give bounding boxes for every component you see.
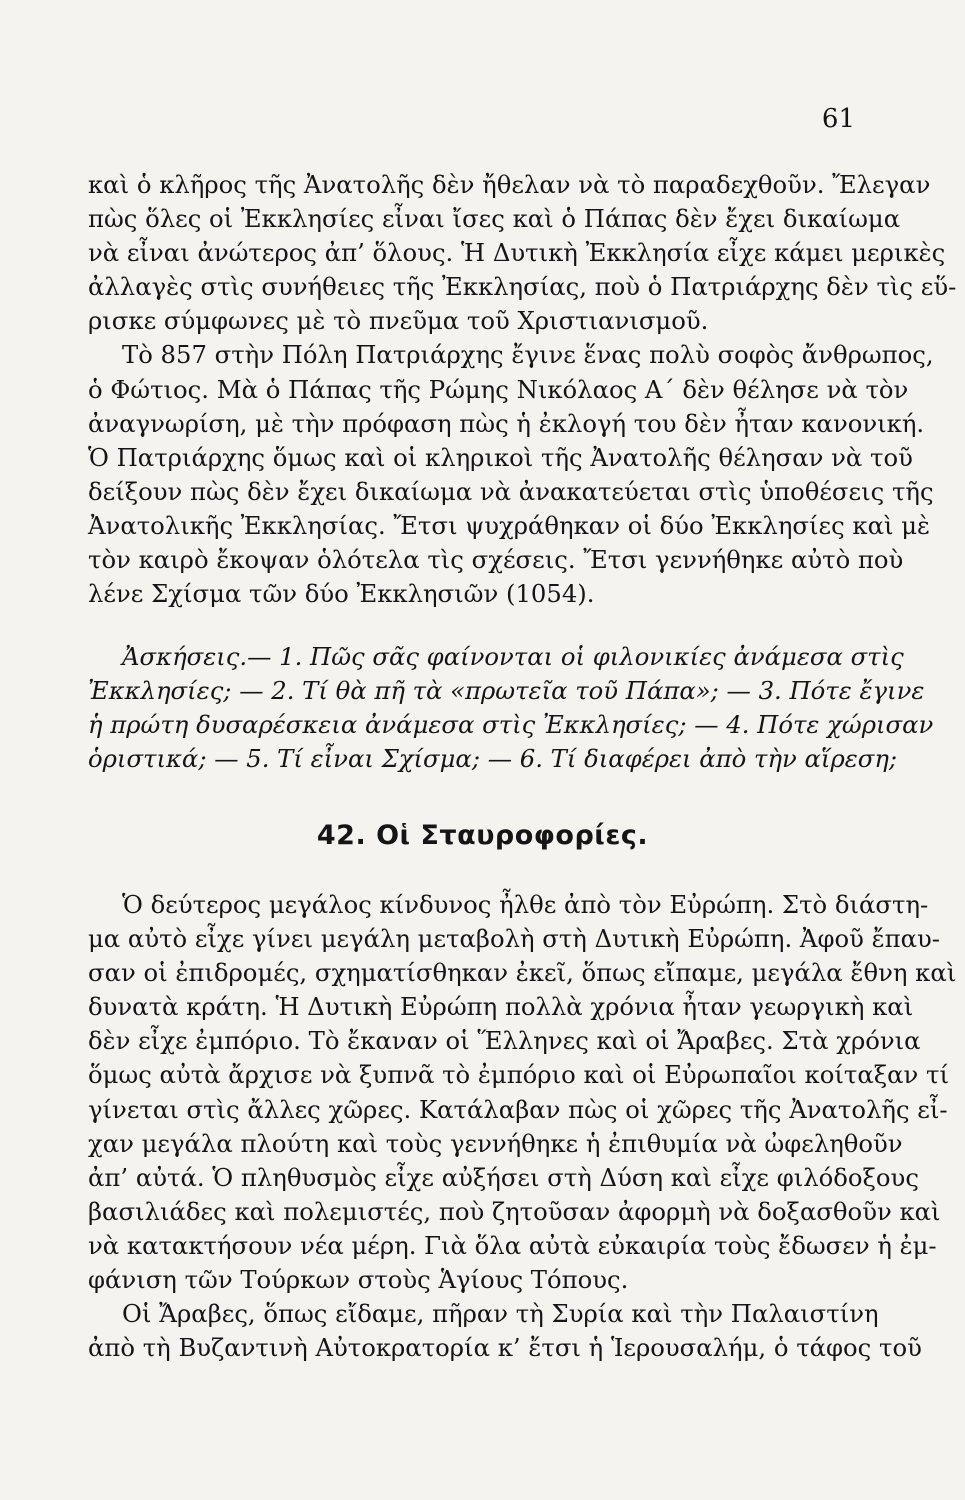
text-line: καὶ ὁ κλῆρος τῆς Ἀνατολῆς δὲν ἤθελαν νὰ τὸ παραδεχθοῦν. Ἔλεγαν [88, 170, 931, 199]
text-line: δυνατὰ κράτη. Ἡ Δυτικὴ Εὐρώπη πολλὰ χρόνια ἦταν γεωργικὴ καὶ [88, 992, 914, 1022]
text-line: χαν μεγάλα πλούτη καὶ τοὺς γεννήθηκε ἡ ἐπιθυμία νὰ ὠφεληθοῦν [88, 1128, 903, 1158]
text-line: πὼς ὅλες οἱ Ἐκκλησίες εἶναι ἴσες καὶ ὁ Πάπας δὲν ἔχει δικαίωμα [88, 204, 901, 234]
exercise-line: Ἐκκλησίες; — 2. Τί θὰ πῆ τὰ «πρωτεῖα τοῦ Πάπα»; — 3. Πότε ἔγινε [88, 676, 925, 706]
text-line: Οἱ Ἄραβες, ὅπως εἴδαμε, πῆραν τὴ Συρία καὶ τὴν Παλαιστίνη [122, 1299, 879, 1329]
text-line: ρισκε σύμφωνες μὲ τὸ πνεῦμα τοῦ Χριστιανισμοῦ. [88, 306, 709, 336]
text-line: ἀλλαγὲς στὶς συνήθειες τῆς Ἐκκλησίας, ποὺ ὁ Πατριάρχης δὲν τὶς εὕ- [88, 272, 957, 302]
paragraph-schism [88, 168, 957, 611]
text-line: ἀπὸ τὴ Βυζαντινὴ Αὐτοκρατορία κ’ ἔτσι ἡ Ἱερουσαλήμ, ὁ τάφος τοῦ [88, 1333, 922, 1363]
paragraph-crusades [88, 888, 957, 1365]
text-line: Τὸ 857 στὴν Πόλη Πατριάρχης ἔγινε ἕνας πολὺ σοφὸς ἄνθρωπος, [122, 340, 934, 370]
text-line: Ὁ Πατριάρχης ὅμως καὶ οἱ κληρικοὶ τῆς Ἀνατολῆς θέλησαν νὰ τοῦ [88, 442, 913, 472]
page-number: 61 [821, 104, 855, 134]
text-line: ἀπ’ αὐτά. Ὁ πληθυσμὸς εἶχε αὐξήσει στὴ Δύση καὶ εἶχε φιλόδοξους [88, 1162, 919, 1192]
text-line: γίνεται στὶς ἄλλες χῶρες. Κατάλαβαν πὼς οἱ χῶρες τῆς Ἀνατολῆς εἶ- [88, 1094, 948, 1124]
text-line: βασιλιάδες καὶ πολεμιστές, ποὺ ζητοῦσαν ἀφορμὴ νὰ δοξασθοῦν καὶ [88, 1196, 941, 1226]
text-line: δὲν εἶχε ἐμπόριο. Τὸ ἔκαναν οἱ Ἕλληνες καὶ οἱ Ἄραβες. Στὰ χρόνια [88, 1026, 921, 1056]
text-line: φάνιση τῶν Τούρκων στοὺς Ἁγίους Τόπους. [88, 1265, 629, 1295]
text-line: νὰ κατακτήσουν νέα μέρη. Γιὰ ὅλα αὐτὰ εὐκαιρία τοὺς ἔδωσεν ἡ ἐμ- [88, 1230, 937, 1260]
text-line: ὁ Φώτιος. Μὰ ὁ Πάπας τῆς Ρώμης Νικόλαος Α΄ δὲν θέλησε νὰ τὸν [88, 374, 909, 404]
text-line: μα αὐτὸ εἶχε γίνει μεγάλη μεταβολὴ στὴ Δυτικὴ Εὐρώπη. Ἀφοῦ ἔπαυ- [88, 924, 940, 954]
text-line: Ἀνατολικῆς Ἐκκλησίας. Ἔτσι ψυχράθηκαν οἱ δύο Ἐκκλησίες καὶ μὲ [88, 510, 931, 540]
exercise-line: Ἀσκήσεις.— 1. Πῶς σᾶς φαίνονται οἱ φιλονικίες ἀνάμεσα στὶς [122, 642, 904, 671]
section-heading: 42. Οἱ Σταυροφορίες. [316, 820, 649, 851]
text-line: σαν οἱ ἐπιδρομές, σχηματίσθηκαν ἐκεῖ, ὅπως εἴπαμε, μεγάλα ἔθνη καὶ [88, 958, 957, 988]
text-line: τὸν καιρὸ ἔκοψαν ὁλότελα τὶς σχέσεις. Ἔτσι γεννήθηκε αὐτὸ ποὺ [88, 545, 904, 575]
exercise-line: ὁριστικά; — 5. Τί εἶναι Σχίσμα; — 6. Τί διαφέρει ἀπὸ τὴν αἵρεση; [88, 744, 898, 774]
text-line: νὰ εἶναι ἀνώτερος ἀπ’ ὅλους. Ἡ Δυτικὴ Ἐκκλησία εἶχε κάμει μερικὲς [88, 238, 946, 268]
text-line: λένε Σχίσμα τῶν δύο Ἐκκλησιῶν (1054). [88, 579, 595, 609]
text-line: Ὁ δεύτερος μεγάλος κίνδυνος ἦλθε ἀπὸ τὸν Εὐρώπη. Στὸ διάστη- [122, 890, 929, 919]
text-line: δείξουν πὼς δὲν ἔχει δικαίωμα νὰ ἀνακατεύεται στὶς ὑποθέσεις τῆς [88, 476, 934, 506]
exercise-line: ἡ πρώτη δυσαρέσκεια ἀνάμεσα στὶς Ἐκκλησίες; — 4. Πότε χώρισαν [88, 710, 934, 740]
text-line: ὅμως αὐτὰ ἄρχισε νὰ ξυπνᾶ τὸ ἐμπόριο καὶ οἱ Εὐρωπαῖοι κοίταξαν τί [88, 1060, 949, 1090]
exercises-block [88, 640, 934, 776]
text-line: ἀναγνωρίση, μὲ τὴν πρόφαση πὼς ἡ ἐκλογή του δὲν ἦταν κανονική. [88, 408, 925, 438]
